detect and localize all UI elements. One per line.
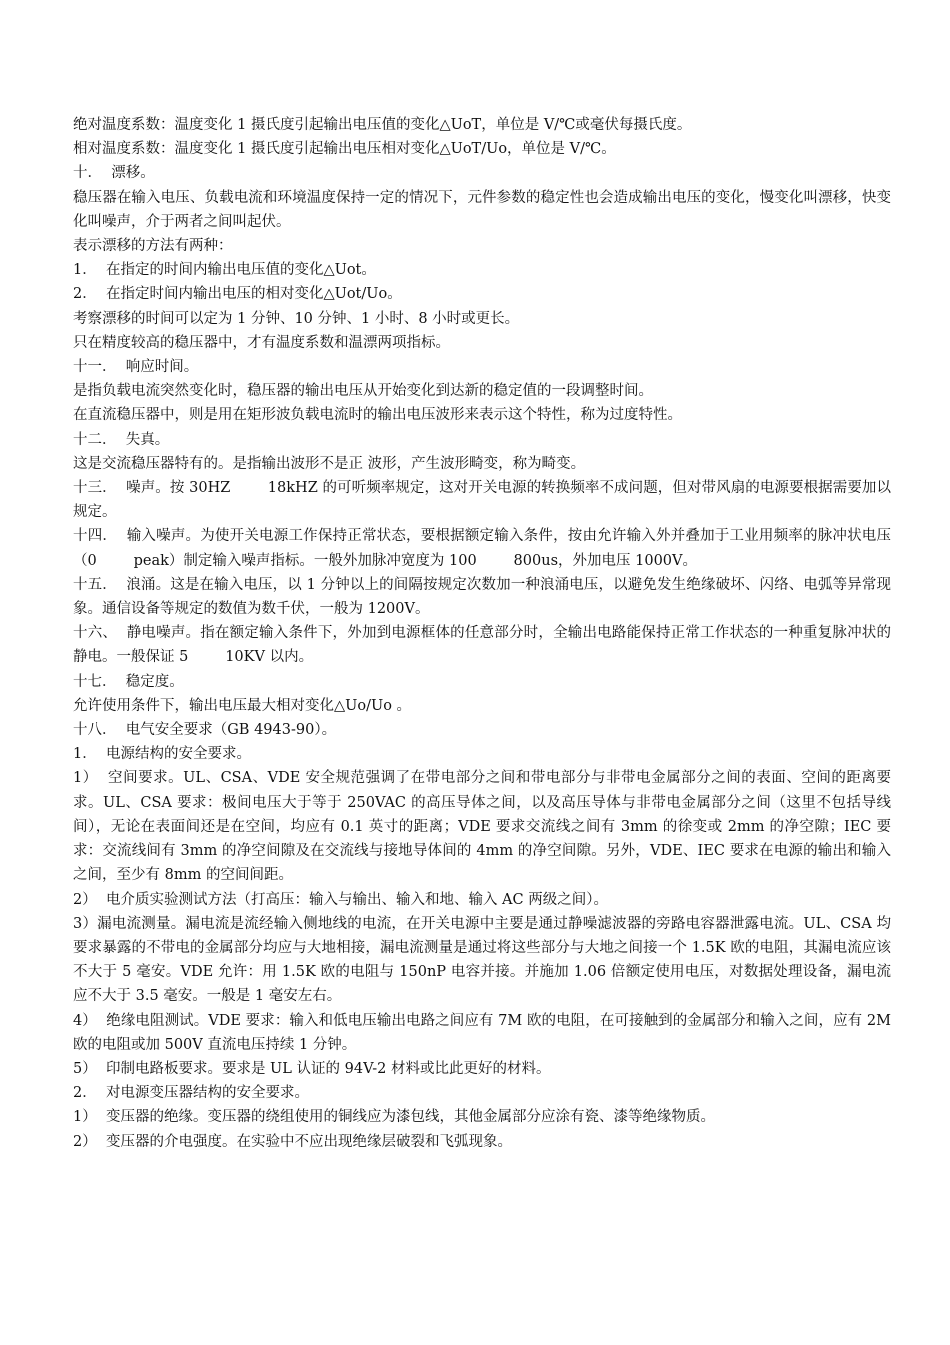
paragraph-pcb: 5） 印制电路板要求。要求是 UL 认证的 94V-2 材料或比此更好的材料。 bbox=[73, 1060, 551, 1077]
heading-safety: 十八． 电气安全要求（GB 4943-90）。 bbox=[73, 722, 337, 739]
paragraph-spacing: 1） 空间要求。UL、CSA、VDE 安全规范强调了在带电部分之间和带电部分与非带电金属部分之间的表面、空间的距离要求。UL、CSA 要求：极间电压大于等于 250VAC 的高压导体之间，以及高压导体与非带电金属部分之间（这里不包括导线间），无论在表面间还是在空间，均应有 0.1 英寸的距离；VDE 要求交流线之间有 3mm 的徐变或 2mm 的净空隙；IEC 要求：交流线间有 3mm 的净空间隙及在交流线与接地导体间的 4mm 的净空间隙。另外，VDE、IEC 要求在电源的输出和输入之间，至少有 8mm 的空间间距。 bbox=[73, 770, 891, 884]
paragraph-insulation-resistance: 4） 绝缘电阻测试。VDE 要求：输入和低电压输出电路之间应有 7M 欧的电阻，在可接触到的金属部分和输入之间，应有 2M 欧的电阻或加 500V 直流电压持续 1 分钟。 bbox=[73, 1012, 896, 1053]
paragraph-drift-definition: 稳压器在输入电压、负载电流和环境温度保持一定的情况下，元件参数的稳定性也会造成输出电压的变化，慢变化叫漂移，快变化叫噪声，介于两者之间叫起伏。 bbox=[73, 189, 891, 230]
list-item-drift-1: 1． 在指定的时间内输出电压值的变化△Uot。 bbox=[73, 262, 376, 279]
paragraph-static-noise: 十六、 静电噪声。指在额定输入条件下，外加到电源框体的任意部分时，全输出电路能保持正常工作状态的一种重复脉冲状的静电。一般保证 5 10KV 以内。 bbox=[73, 625, 891, 666]
heading-drift: 十． 漂移。 bbox=[73, 165, 155, 182]
paragraph-drift-time: 考察漂移的时间可以定为 1 分钟、10 分钟、1 小时、8 小时或更长。 bbox=[73, 310, 520, 327]
paragraph-response-definition: 是指负载电流突然变化时，稳压器的输出电压从开始变化到达新的稳定值的一段调整时间。 bbox=[73, 383, 653, 400]
document-body bbox=[73, 113, 896, 1154]
heading-distortion: 十二． 失真。 bbox=[73, 431, 170, 448]
paragraph-distortion: 这是交流稳压器特有的。是指输出波形不是正 波形，产生波形畸变，称为畸变。 bbox=[73, 455, 586, 472]
paragraph-precision: 只在精度较高的稳压器中，才有温度系数和温漂两项指标。 bbox=[73, 334, 450, 351]
paragraph-surge: 十五． 浪涌。这是在输入电压，以 1 分钟以上的间隔按规定次数加一种浪涌电压，以避免发生绝缘破坏、闪络、电弧等异常现象。通信设备等规定的数值为数千伏，一般为 1200V。 bbox=[73, 576, 891, 618]
list-item-drift-2: 2． 在指定时间内输出电压的相对变化△Uot/Uo。 bbox=[73, 286, 402, 303]
paragraph-leakage-current: 3）漏电流测量。漏电流是流经输入侧地线的电流，在开关电源中主要是通过静噪滤波器的旁路电容器泄露电流。UL、CSA 均要求暴露的不带电的金属部分均应与大地相接，漏电流测量是通过将这些部分与大地之间接一个 1.5K 欧的电阻，其漏电流应该不大于 5 毫安。VDE 允许：用 1.5K 欧的电阻与 150nP 电容并接。并施加 1.06 倍额定使用电压，对数据处理设备，漏电流应不大于 3.5 毫安。一般是 1 毫安左右。 bbox=[73, 915, 891, 1005]
heading-response-time: 十一． 响应时间。 bbox=[73, 359, 199, 376]
paragraph-drift-methods: 表示漂移的方法有两种： bbox=[73, 238, 233, 255]
paragraph-stability: 允许使用条件下，输出电压最大相对变化△Uo/Uo 。 bbox=[73, 697, 412, 714]
paragraph-dielectric-test: 2） 电介质实验测试方法（打高压：输入与输出、输入和地、输入 AC 两级之间）。 bbox=[73, 891, 608, 908]
heading-structure-safety: 1． 电源结构的安全要求。 bbox=[73, 746, 251, 763]
paragraph-transformer-dielectric: 2） 变压器的介电强度。在实验中不应出现绝缘层破裂和飞弧现象。 bbox=[73, 1133, 512, 1150]
paragraph-input-noise: 十四． 输入噪声。为使开关电源工作保持正常状态，要根据额定输入条件，按由允许输入外并叠加于工业用频率的脉冲状电压（0 peak）制定输入噪声指标。一般外加脉冲宽度为 100 800us，外加电压 1000V。 bbox=[73, 528, 891, 569]
paragraph-transient: 在直流稳压器中，则是用在矩形波负载电流时的输出电压波形来表示这个特性，称为过度特性。 bbox=[73, 407, 682, 424]
paragraph-abs-temp-coef: 绝对温度系数：温度变化 1 摄氏度引起输出电压值的变化△UoT，单位是 V/℃或毫伏每摄氏度。 bbox=[73, 117, 692, 133]
paragraph-noise: 十三． 噪声。按 30HZ 18kHZ 的可听频率规定，这对开关电源的转换频率不成问题，但对带风扇的电源要根据需要加以规定。 bbox=[73, 480, 891, 521]
paragraph-rel-temp-coef: 相对温度系数：温度变化 1 摄氏度引起输出电压相对变化△UoT/Uo，单位是 V/℃。 bbox=[73, 141, 616, 158]
heading-stability: 十七． 稳定度。 bbox=[73, 673, 184, 690]
heading-transformer-safety: 2． 对电源变压器结构的安全要求。 bbox=[73, 1085, 309, 1102]
paragraph-transformer-insulation: 1） 变压器的绝缘。变压器的绕组使用的铜线应为漆包线，其他金属部分应涂有瓷、漆等绝缘物质。 bbox=[73, 1109, 715, 1126]
